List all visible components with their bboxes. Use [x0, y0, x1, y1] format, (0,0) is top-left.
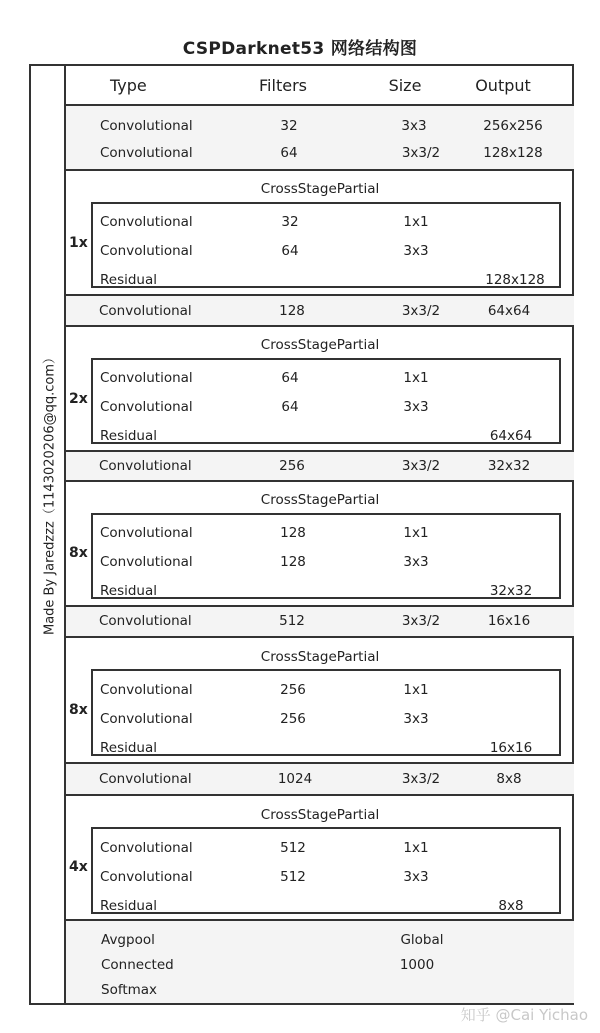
layer-size: 3x3/2	[401, 303, 441, 319]
head-section	[66, 921, 574, 1003]
layer-filters: 512	[279, 613, 305, 629]
layer-size: 3x3/2	[401, 771, 441, 787]
repeat-count: 1x	[69, 235, 88, 251]
layer-type: Convolutional	[100, 214, 193, 230]
stem-section	[66, 106, 574, 171]
layer-output: 16x16	[487, 613, 531, 629]
layer-type: Convolutional	[99, 303, 192, 319]
layer-output: 64x64	[489, 428, 533, 444]
layer-output: 128x128	[485, 272, 545, 288]
layer-type: Convolutional	[99, 458, 192, 474]
layer-type: Connected	[101, 957, 174, 973]
layer-output: 128x128	[483, 145, 543, 161]
stage-label: CrossStagePartial	[260, 337, 380, 353]
layer-size: 1000	[399, 957, 435, 973]
stage-label: CrossStagePartial	[260, 807, 380, 823]
layer-size: 3x3	[403, 554, 429, 570]
layer-size: 3x3	[403, 869, 429, 885]
repeat-count: 8x	[69, 545, 88, 561]
layer-type: Softmax	[101, 982, 158, 998]
layer-type: Convolutional	[100, 399, 193, 415]
header-row	[66, 64, 574, 106]
layer-size: Global	[400, 932, 444, 948]
repeat-count: 2x	[69, 391, 88, 407]
layer-type: Convolutional	[100, 869, 193, 885]
layer-type: Convolutional	[100, 682, 193, 698]
layer-type: Convolutional	[100, 711, 193, 727]
layer-output: 16x16	[489, 740, 533, 756]
layer-filters: 128	[279, 303, 305, 319]
downsample-row	[66, 452, 574, 482]
layer-type: Residual	[100, 898, 158, 914]
layer-type: Convolutional	[100, 525, 193, 541]
residual-block	[91, 669, 561, 756]
layer-size: 1x1	[403, 214, 429, 230]
layer-size: 3x3	[401, 118, 427, 134]
header-filters: Filters	[259, 76, 307, 95]
repeat-count: 8x	[69, 702, 88, 718]
layer-filters: 512	[280, 840, 306, 856]
layer-output: 8x8	[498, 898, 524, 914]
layer-filters: 64	[281, 370, 299, 386]
layer-type: Avgpool	[101, 932, 155, 948]
layer-type: Convolutional	[100, 554, 193, 570]
residual-block	[91, 827, 561, 914]
author-credit: Made By Jaredzzz（1143020206@qq.com）	[42, 350, 58, 636]
layer-type: Residual	[100, 428, 158, 444]
layer-filters: 128	[280, 525, 306, 541]
layer-size: 3x3/2	[401, 145, 441, 161]
layer-type: Convolutional	[100, 145, 193, 161]
layer-size: 1x1	[403, 370, 429, 386]
layer-type: Residual	[100, 740, 158, 756]
layer-filters: 32	[280, 118, 298, 134]
residual-block	[91, 513, 561, 599]
layer-type: Residual	[100, 583, 158, 599]
layer-filters: 64	[280, 145, 298, 161]
layer-output: 256x256	[483, 118, 543, 134]
layer-size: 1x1	[403, 525, 429, 541]
watermark: 知乎 @Cai Yichao	[460, 1006, 588, 1024]
repeat-count: 4x	[69, 859, 88, 875]
diagram-title: CSPDarknet53 网络结构图	[182, 39, 418, 59]
layer-filters: 256	[280, 682, 306, 698]
layer-size: 3x3/2	[401, 458, 441, 474]
stage-label: CrossStagePartial	[260, 492, 380, 508]
layer-size: 3x3	[403, 711, 429, 727]
layer-filters: 1024	[277, 771, 313, 787]
layer-size: 1x1	[403, 682, 429, 698]
layer-type: Convolutional	[99, 613, 192, 629]
downsample-row	[66, 296, 574, 327]
layer-type: Convolutional	[100, 370, 193, 386]
layer-type: Convolutional	[100, 118, 193, 134]
residual-block	[91, 358, 561, 444]
layer-filters: 512	[280, 869, 306, 885]
layer-type: Convolutional	[99, 771, 192, 787]
header-output: Output	[475, 76, 531, 95]
stage-label: CrossStagePartial	[260, 181, 380, 197]
layer-type: Convolutional	[100, 243, 193, 259]
layer-size: 1x1	[403, 840, 429, 856]
stage-label: CrossStagePartial	[260, 649, 380, 665]
layer-filters: 64	[281, 399, 299, 415]
header-type: Type	[110, 76, 147, 95]
layer-filters: 256	[280, 711, 306, 727]
layer-type: Residual	[100, 272, 158, 288]
header-size: Size	[388, 76, 422, 95]
layer-size: 3x3/2	[401, 613, 441, 629]
layer-filters: 256	[279, 458, 305, 474]
downsample-row	[66, 607, 574, 638]
layer-filters: 128	[280, 554, 306, 570]
layer-type: Convolutional	[100, 840, 193, 856]
layer-filters: 64	[281, 243, 299, 259]
layer-output: 8x8	[496, 771, 522, 787]
layer-size: 3x3	[403, 399, 429, 415]
residual-block	[91, 202, 561, 288]
layer-output: 64x64	[487, 303, 531, 319]
layer-output: 32x32	[487, 458, 531, 474]
downsample-row	[66, 764, 574, 796]
layer-output: 32x32	[489, 583, 533, 599]
layer-filters: 32	[281, 214, 299, 230]
layer-size: 3x3	[403, 243, 429, 259]
